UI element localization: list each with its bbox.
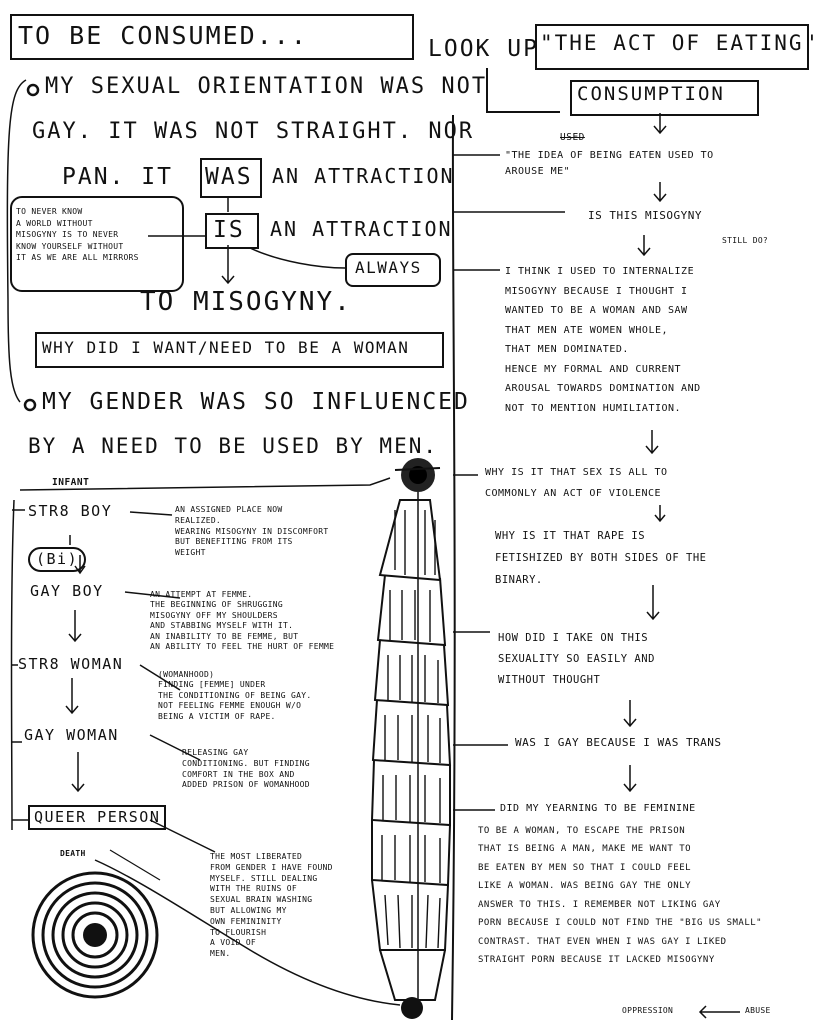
right-note-9: TO BE A WOMAN, TO ESCAPE THE PRISON THAT IS BEING A MAN, MAKE ME WANT TO BE EATEN BY MEN SO THAT I COULD FEEL LIKE A WOMAN. WAS BEING GAY THE ONLY ANSWER TO THIS. I REMEMBER NOT LIKING GAY PORN BECAUSE I COULD NOT FIND THE "BIG US SMALL" CONTRAST. THAT EVEN WHEN I WAS GAY I LIKED STRAIGHT PORN BECAUSE IT LACKED MISOGYNY	[478, 826, 763, 966]
infant-label: INFANT	[52, 477, 90, 488]
hanging-figure-drawing	[372, 458, 450, 1019]
look-up-text: LOOK UP	[428, 36, 539, 62]
was-text: WAS	[205, 164, 253, 190]
gender-line-2: BY A NEED TO BE USED BY MEN.	[28, 434, 439, 458]
right-note-2: IS THIS MISOGYNY	[588, 209, 702, 222]
side-note-text: TO NEVER KNOW A WORLD WITHOUT MISOGYNY IS TO NEVER KNOW YOURSELF WITHOUT IT AS WE ARE ALL MIRRORS	[16, 207, 139, 263]
right-note-5: WHY IS IT THAT RAPE IS FETISHIZED BY BOTH SIDES OF THE BINARY.	[495, 530, 707, 587]
is-text: IS	[213, 217, 245, 243]
note-gay-woman: RELEASING GAY CONDITIONING. BUT FINDING COMFORT IN THE BOX AND ADDED PRISON OF WOMANHOOD	[182, 748, 310, 790]
used-strike-text: USED	[560, 132, 585, 143]
gender-line-1: MY GENDER WAS SO INFLUENCED	[42, 389, 470, 415]
abuse-label: ABUSE	[745, 1006, 771, 1015]
always-text: ALWAYS	[355, 258, 422, 277]
note-str8-woman: (WOMANHOOD) FINDING [FEMME] UNDER THE CONDITIONING OF BEING GAY. NOT FEELING FEMME ENOUGH W/O BEING A VICTIM OF RAPE.	[158, 670, 312, 721]
right-note-8: DID MY YEARNING TO BE FEMININE	[500, 803, 696, 814]
spiral-drawing	[33, 873, 157, 997]
orientation-line-2: GAY. IT WAS NOT STRAIGHT. NOR	[32, 119, 475, 144]
tree-gay-boy: GAY BOY	[30, 582, 104, 600]
right-note-4: WHY IS IT THAT SEX IS ALL TO COMMONLY AN ACT OF VIOLENCE	[485, 467, 668, 499]
right-note-1: "THE IDEA OF BEING EATEN USED TO AROUSE ME"	[505, 150, 714, 177]
consumption-text: CONSUMPTION	[577, 83, 725, 105]
tree-queer-person: QUEER PERSON	[28, 805, 166, 830]
orientation-line-1: MY SEXUAL ORIENTATION WAS NOT	[45, 74, 488, 99]
right-note-6: HOW DID I TAKE ON THIS SEXUALITY SO EASILY AND WITHOUT THOUGHT	[498, 632, 655, 686]
tree-bi: (Bi)	[28, 547, 86, 572]
to-misogyny-text: TO MISOGYNY.	[140, 287, 352, 317]
tree-str8-boy: STR8 BOY	[28, 502, 113, 520]
right-note-3: I THINK I USED TO INTERNALIZE MISOGYNY BECAUSE I THOUGHT I WANTED TO BE A WOMAN AND SAW THAT MEN ATE WOMEN WHOLE, THAT MEN DOMINATED. HENCE MY FORMAL AND CURRENT AROUSAL TOWARDS DOMINATION AND NOT TO MENTION HUMILIATION.	[505, 266, 701, 414]
note-queer-person: THE MOST LIBERATED FROM GENDER I HAVE FOUND MYSELF. STILL DEALING WITH THE RUINS OF SEXUAL BRAIN WASHING BUT ALLOWING MY OWN FEMININITY TO FLOURISH A VOID OF MEN.	[210, 852, 333, 959]
note-str8-boy: AN ASSIGNED PLACE NOW REALIZED. WEARING MISOGYNY IN DISCOMFORT BUT BENEFITING FROM ITS WEIGHT	[175, 505, 329, 558]
tree-gay-woman: GAY WOMAN	[24, 726, 119, 744]
why-box-text: WHY DID I WANT/NEED TO BE A WOMAN	[42, 338, 410, 357]
right-note-7: WAS I GAY BECAUSE I WAS TRANS	[515, 736, 722, 749]
death-label: DEATH	[60, 849, 86, 858]
note-gay-boy: AN ATTEMPT AT FEMME. THE BEGINNING OF SHRUGGING MISOGYNY OFF MY SHOULDERS AND STABBING MYSELF WITH IT. AN INABILITY TO BE FEMME, BUT AN ABILITY TO FEEL THE HURT OF FEMME	[150, 590, 335, 651]
act-of-eating-text: "THE ACT OF EATING"	[540, 31, 819, 55]
orientation-line-3b: AN ATTRACTION	[272, 164, 455, 188]
attraction-line: AN ATTRACTION	[270, 217, 453, 241]
oppression-label: OPPRESSION	[622, 1006, 674, 1015]
still-do-text: STILL DO?	[722, 236, 769, 245]
tree-str8-woman: STR8 WOMAN	[18, 655, 124, 673]
orientation-line-3a: PAN. IT	[62, 164, 173, 190]
page-title: TO BE CONSUMED...	[18, 21, 308, 50]
